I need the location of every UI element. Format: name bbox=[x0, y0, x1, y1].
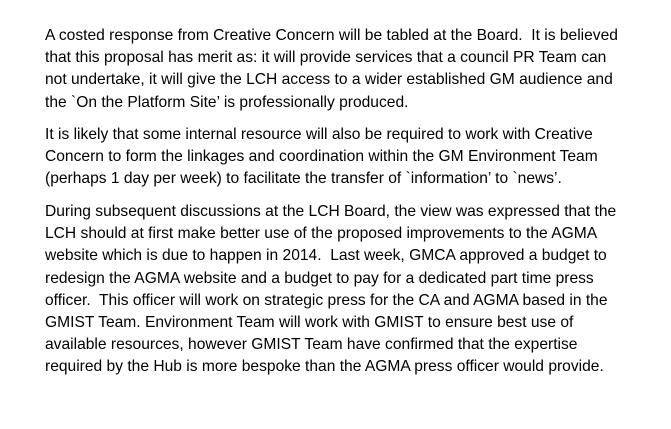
text-line: that this proposal has merit as: it will provide services that a council PR Team can bbox=[45, 49, 607, 67]
text-line: the `On the Platform Site’ is professionally produced. bbox=[45, 93, 409, 111]
text-line: not undertake, it will give the LCH access to a wider established GM audience and bbox=[45, 71, 613, 89]
paragraph-creative-concern bbox=[45, 25, 618, 114]
text-line: It is likely that some internal resource will also be required to work with Creative bbox=[45, 126, 593, 143]
text-line: Concern to form the linkages and coordination within the GM Environment Team bbox=[45, 148, 598, 166]
text-line: required by the Hub is more bespoke than the AGMA press officer would provide. bbox=[45, 358, 604, 376]
text-line: website which is due to happen in 2014. Last week, GMCA approved a budget to bbox=[45, 247, 607, 265]
text-line: available resources, however GMIST Team have confirmed that the expertise bbox=[45, 336, 578, 354]
text-line: During subsequent discussions at the LCH Board, the view was expressed that the bbox=[45, 203, 617, 220]
paragraph-internal-resource bbox=[45, 124, 598, 191]
text-line: redesign the AGMA website and a budget to pay for a dedicated part time press bbox=[45, 269, 594, 287]
text-line: GMIST Team. Environment Team will work with GMIST to ensure best use of bbox=[45, 314, 574, 332]
text-line: officer. This officer will work on strategic press for the CA and AGMA based in the bbox=[45, 291, 608, 309]
paragraph-lch-board-discussion bbox=[45, 201, 616, 379]
text-line: (perhaps 1 day per week) to facilitate the transfer of `information’ to `news’. bbox=[45, 170, 562, 188]
text-line: A costed response from Creative Concern will be tabled at the Board. It is believed bbox=[45, 27, 618, 44]
text-line: LCH should at first make better use of the proposed improvements to the AGMA bbox=[45, 225, 598, 243]
